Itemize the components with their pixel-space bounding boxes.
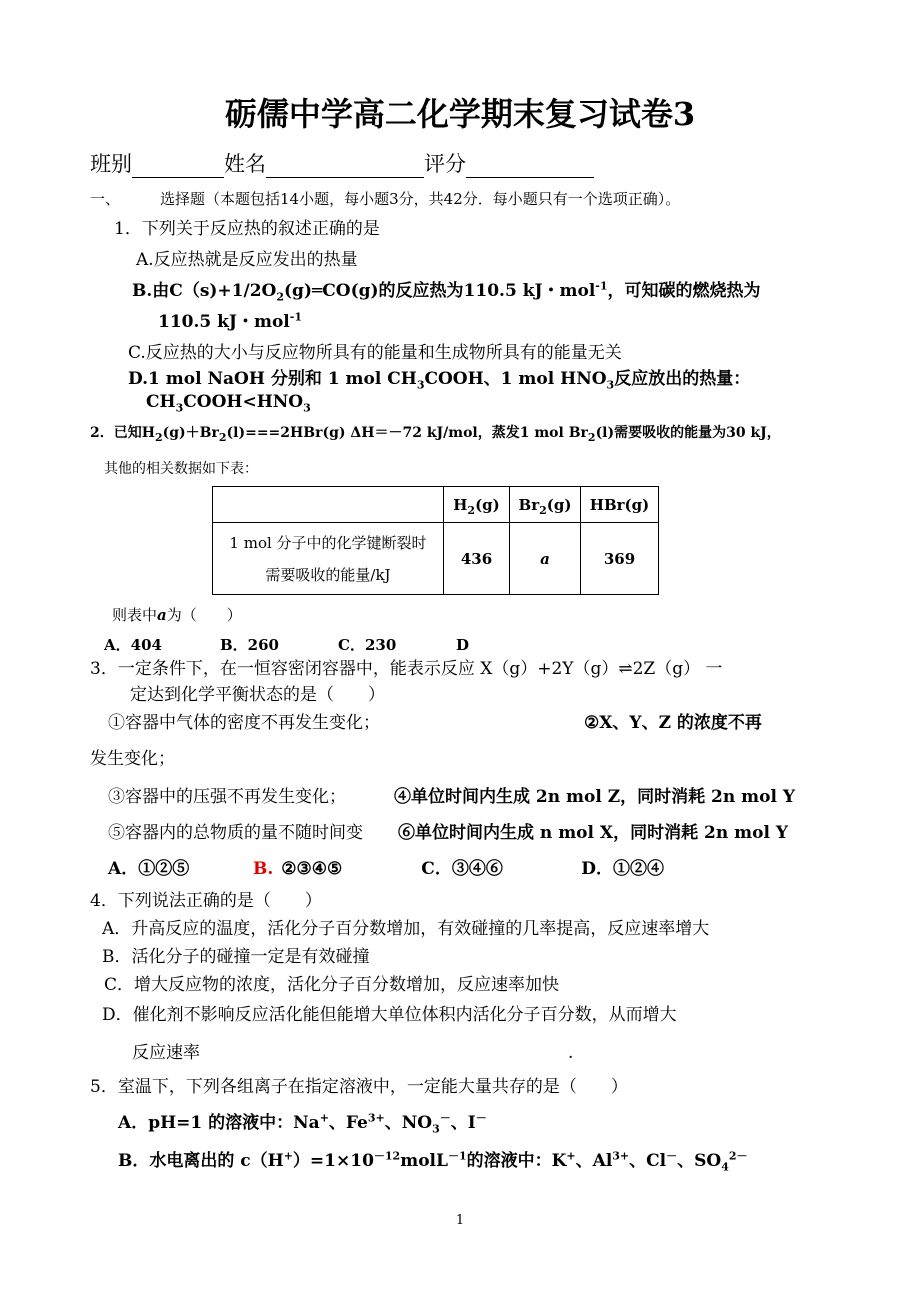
q4-option-a: A．升高反应的温度，活化分子百分数增加，有效碰撞的几率提高，反应速率增大 — [102, 919, 710, 939]
q5-option-b: B．水电离出的 $c(H^+)=1\times 10^{-12}molL^{-1}$的溶液中：K+、$Al^{3+}$、Cl－、$SO_4^{2-}$ — [118, 1149, 748, 1174]
q2-stem2: 其他的相关数据如下表： — [104, 461, 258, 477]
q5-stem: 5．室温下，下列各组离子在指定溶液中，一定能大量共存的是（ ） — [90, 1077, 628, 1097]
col-br2-main: Br — [518, 495, 540, 514]
page-title: 砺儒中学高二化学期末复习试卷3 — [224, 95, 696, 133]
q1-b-part1: B.由C（s)+1/2O — [132, 281, 277, 301]
q2-option-b: B．260 — [220, 636, 279, 654]
student-info-line — [90, 150, 594, 178]
q2-option-a: A．404 — [104, 636, 162, 654]
q4-option-b: B．活化分子的碰撞一定是有效碰撞 — [102, 947, 370, 967]
q3-option-b-letter: B. — [253, 859, 274, 879]
name-label: 姓名 — [224, 152, 266, 176]
q3-item2: ②X、Y、Z 的浓度不再 — [584, 713, 762, 733]
q5-b-cl: 、Cl — [629, 1151, 667, 1171]
class-label: 班别 — [90, 152, 132, 176]
q3-item4: ④单位时间内生成 2n mol Z，同时消耗 2n mol Y — [394, 787, 796, 807]
q1-b-part2: (g)═CO(g)的反应热为110.5 kJ・mol — [284, 281, 596, 301]
q2-stem-a: 2．已知H — [90, 425, 155, 441]
q4-option-d-cont: 反应速率 — [132, 1043, 200, 1063]
q1-option-d: D.1 mol NaOH 分别和 1 mol $CH_3COOH$、1 mol $HNO_3$反应放出的热量： — [128, 369, 751, 392]
q5-b-al: 、Al — [575, 1151, 613, 1171]
q3-option-b: ②③④⑤ — [281, 859, 343, 879]
q1-b-part3: ，可知碳的燃烧热为 — [607, 281, 761, 301]
q5-a-fe: 、Fe — [328, 1113, 368, 1133]
col-br2-state: (g) — [546, 495, 572, 514]
q2-stem-d: (l)需要吸收的能量为30 kJ， — [595, 425, 781, 441]
q1-option-b: B.由$C(s)+1/2O_2(g)═CO(g)$的反应热为110.5 kJ・mol$^{-1}$，可知碳的燃烧热为 — [132, 279, 761, 304]
q3-option-c: C．③④⑥ — [421, 859, 503, 879]
q1-option-a: A.反应热就是反应发出的热量 — [136, 250, 358, 270]
class-blank — [132, 155, 224, 178]
q3-item2-cont: 发生变化； — [90, 749, 175, 769]
q3-item3: ③容器中的压强不再发生变化； — [108, 787, 346, 807]
name-blank — [266, 155, 424, 178]
q3-item6: ⑥单位时间内生成 n mol X，同时消耗 2n mol Y — [398, 823, 788, 843]
q5-a-i: 、I — [450, 1113, 476, 1133]
q5-b-mol: molL — [400, 1151, 448, 1171]
row-label-line2: 需要吸收的能量/kJ — [265, 565, 391, 584]
bond-energy-table — [212, 486, 659, 595]
q5-b-so4: 、SO — [677, 1151, 722, 1171]
q3-item1: ①容器中气体的密度不再发生变化； — [108, 713, 380, 733]
q4-option-c: C．增大反应物的浓度，活化分子百分数增加，反应速率加快 — [104, 975, 560, 995]
q1-d-cont-b: COOH<HNO — [183, 392, 304, 412]
q2-ask-post: 为（ ） — [166, 606, 242, 624]
q1-d-part3: 反应放出的热量： — [614, 369, 751, 389]
table-header-row — [213, 487, 659, 523]
cell-br2: a — [510, 523, 581, 595]
q1-stem: 1．下列关于反应热的叙述正确的是 — [114, 219, 380, 239]
q3-item5: ⑤容器内的总物质的量不随时间变 — [108, 823, 363, 843]
q1-option-d-cont: $CH_3COOH<HNO_3$ — [146, 392, 311, 415]
q5-b-mid: ）=1×10 — [292, 1151, 374, 1171]
cell-h2: 436 — [444, 523, 510, 595]
q2-stem: 2．已知$H_2(g)+Br_2(l)===2HBr(g)$ ΔH＝－72 kJ/mol，蒸发1 mol $Br_2(l)$需要吸收的能量为30 kJ， — [90, 425, 781, 444]
q2-option-d: D — [456, 636, 470, 654]
col-h2-main: H — [453, 495, 468, 514]
q4-trailing-dot: . — [568, 1043, 574, 1063]
page-number: 1 — [455, 1213, 465, 1228]
q1-d-cont-a: CH — [146, 392, 176, 412]
q2-stem-c: (l)===2HBr(g) ΔH＝－72 kJ/mol，蒸发1 mol Br — [226, 425, 588, 441]
q2-ask-var: a — [157, 606, 167, 624]
table-data-row — [213, 523, 659, 595]
q5-b-pre: B．水电离出的 c（H — [118, 1151, 284, 1171]
q5-b-post: 的溶液中：K — [466, 1151, 567, 1171]
section-text: 选择题（本题包括14小题，每小题3分，共42分．每小题只有一个选项正确）。 — [160, 190, 681, 208]
q2-ask — [112, 604, 242, 626]
q2-option-c: C．230 — [338, 636, 397, 654]
q2-ask-pre: 则表中 — [112, 606, 158, 624]
col-br2: $Br_2(g)$ — [510, 487, 581, 523]
q3-option-a: A．①②⑤ — [108, 859, 190, 879]
row-label — [213, 523, 444, 595]
table-corner — [213, 487, 444, 523]
q5-a-no3: 、NO — [384, 1113, 433, 1133]
q2-stem-b: (g)＋Br — [162, 425, 219, 441]
q3-options — [108, 858, 664, 880]
q2-options — [104, 634, 469, 656]
col-hbr: HBr(g) — [581, 487, 659, 523]
cell-hbr: 369 — [581, 523, 659, 595]
q3-stem2: 定达到化学平衡状态的是（ ） — [130, 685, 385, 705]
section-number: 一、 — [90, 190, 121, 208]
q4-stem: 4．下列说法正确的是（ ） — [90, 891, 322, 911]
q1-b-cont-text: 110.5 kJ・mol — [158, 312, 290, 332]
q1-option-b-cont: 110.5 kJ・mol$^{-1}$ — [158, 310, 302, 332]
q4-option-d: D．催化剂不影响反应活化能但能增大单位体积内活化分子百分数，从而增大 — [102, 1005, 677, 1025]
score-label: 评分 — [424, 152, 466, 176]
col-h2-state: (g) — [475, 495, 500, 514]
row-label-line1: 1 mol 分子中的化学键断裂时 — [229, 533, 427, 552]
section-heading — [90, 188, 680, 210]
col-h2: $H_2(g)$ — [444, 487, 510, 523]
score-blank — [466, 155, 594, 178]
q3-option-d: D．①②④ — [581, 859, 665, 879]
q1-option-c: C.反应热的大小与反应物所具有的能量和生成物所具有的能量无关 — [128, 343, 622, 363]
q1-d-part1: D.1 mol NaOH 分别和 1 mol CH — [128, 369, 417, 389]
q5-option-a: A．pH=1 的溶液中：Na+、$Fe^{3+}$、$NO_3^-$、I－ — [118, 1111, 487, 1136]
q5-a-pre: A．pH=1 的溶液中：Na — [118, 1113, 320, 1133]
q1-d-part2: COOH、1 mol HNO — [424, 369, 607, 389]
q3-stem: 3．一定条件下，在一恒容密闭容器中，能表示反应 X（g）+2Y（g）⇌2Z（g） 一 — [90, 659, 723, 679]
